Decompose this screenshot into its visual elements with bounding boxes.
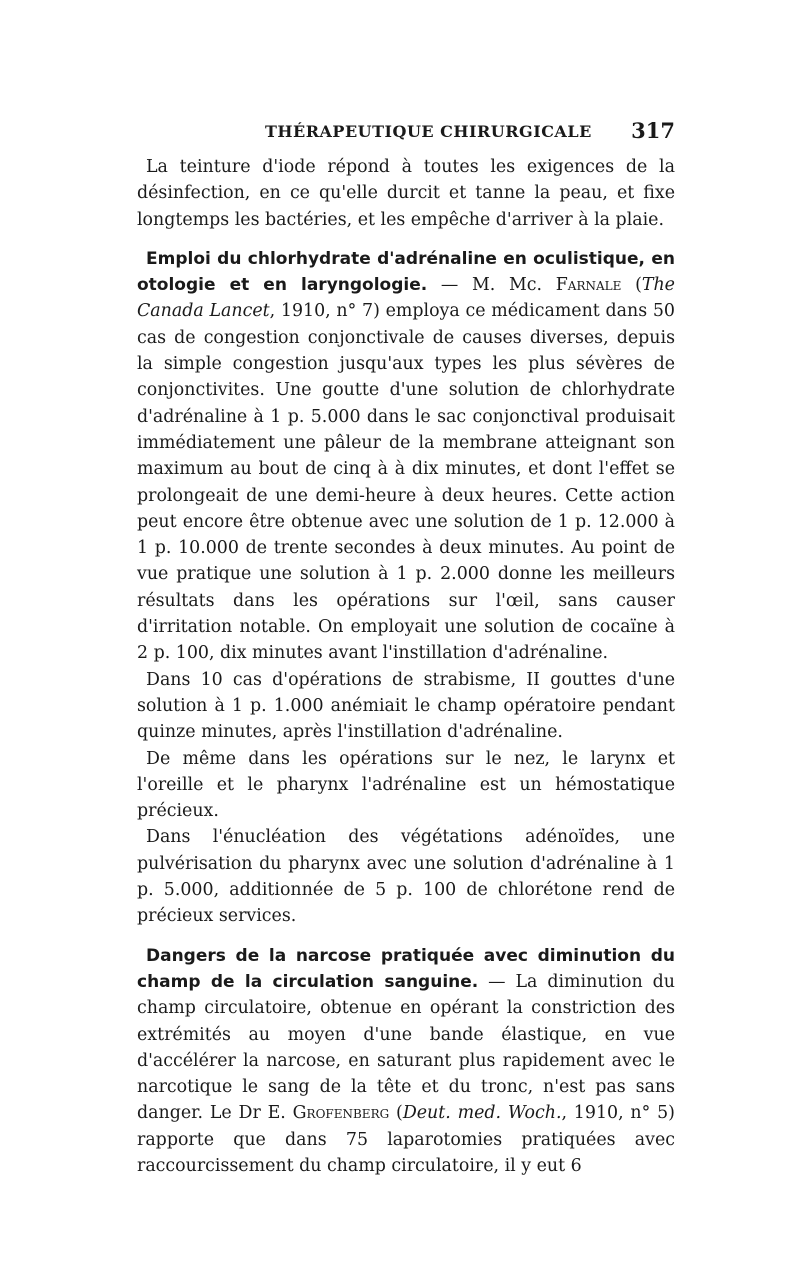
- paragraph-iode-text: La teinture d'iode répond à toutes les exigences de la désinfection, en ce qu'elle durcit et tanne la peau, et fixe longtemps les bactéries, et les empêche d'arriver à la plaie.: [137, 157, 675, 230]
- section-narcose-author: Grofenberg: [292, 1103, 390, 1124]
- page-number: 317: [631, 118, 675, 143]
- section-narcose-text: , 1910, n° 5) rapporte que dans 75 laparotomies pratiquées avec raccourcissement du champ circulatoire, il y eut 6: [137, 1103, 675, 1176]
- section-narcose-title: Dangers de la narcose pratiquée avec diminution du champ de la circulation sanguine.: [137, 945, 675, 992]
- page-body: [137, 154, 675, 1179]
- section-narcose-text-before: — La diminution du champ circulatoire, obtenue en opérant la constriction des extrémités au moyen d'une bande élastique, en vue d'accélérer la narcose, en saturant plus rapidement avec le narcotique le sang de la tête et du tronc, n'est pas sans danger. Le Dr E.: [137, 971, 675, 1124]
- paragraph-vegetations: Dans l'énucléation des végétations adénoïdes, une pulvérisation du pharynx avec une solution d'adrénaline à 1 p. 5.000, additionnée de 5 p. 100 de chlorétone rend de précieux services.: [137, 827, 675, 927]
- paragraph-iode: [137, 154, 675, 233]
- section-narcose-source: Deut. med. Woch.: [402, 1103, 562, 1124]
- paragraph-nez-larynx: De même dans les opérations sur le nez, le larynx et l'oreille et le pharynx l'adrénaline est un hémostatique précieux.: [137, 748, 675, 822]
- section-adrenaline-title: Emploi du chlorhydrate d'adrénaline en oculistique, en otologie et en laryngologie.: [137, 248, 675, 296]
- section-adrenaline-author: Farnale: [555, 275, 622, 296]
- section-narcose-paragraph: [137, 943, 675, 1180]
- section-adrenaline-source: The Canada Lancet: [137, 275, 675, 322]
- running-head: THÉRAPEUTIQUE CHIRURGICALE: [265, 122, 592, 141]
- section-narcose-source-open: (: [389, 1103, 403, 1124]
- section-adrenaline-text: , 1910, n° 7) employa ce médicament dans 50 cas de congestion conjonctivale de causes diverses, depuis la simple congestion jusqu'aux types les plus sévères de conjonctivites. Une goutte d'une solution de chlorhydrate d'adrénaline à 1 p. 5.000 dans le sac conjonctival produisait immédiatement une pâleur de la membrane atteignant son maximum au bout de cinq à à dix minutes, et dont l'effet se prolongeait de une demi-heure à deux heures. Cette action peut encore être obtenue avec une solution de 1 p. 12.000 à 1 p. 10.000 de trente secondes à deux minutes. Au point de vue pratique une solution à 1 p. 2.000 donne les meilleurs résultats dans les opérations sur l'œil, sans causer d'irritation notable. On employait une solution de cocaïne à 2 p. 100, dix minutes avant l'instillation d'adrénaline.: [137, 301, 675, 664]
- section-adrenaline-source-open: (: [621, 275, 642, 296]
- page-header: [137, 118, 675, 148]
- paragraph-strabisme: Dans 10 cas d'opérations de strabisme, II gouttes d'une solution à 1 p. 1.000 anémiait le champ opératoire pendant quinze minutes, après l'instillation d'adrénaline.: [137, 669, 675, 743]
- section-adrenaline-paragraph: [137, 246, 675, 667]
- section-adrenaline-author-prefix: — M. Mc.: [427, 275, 556, 296]
